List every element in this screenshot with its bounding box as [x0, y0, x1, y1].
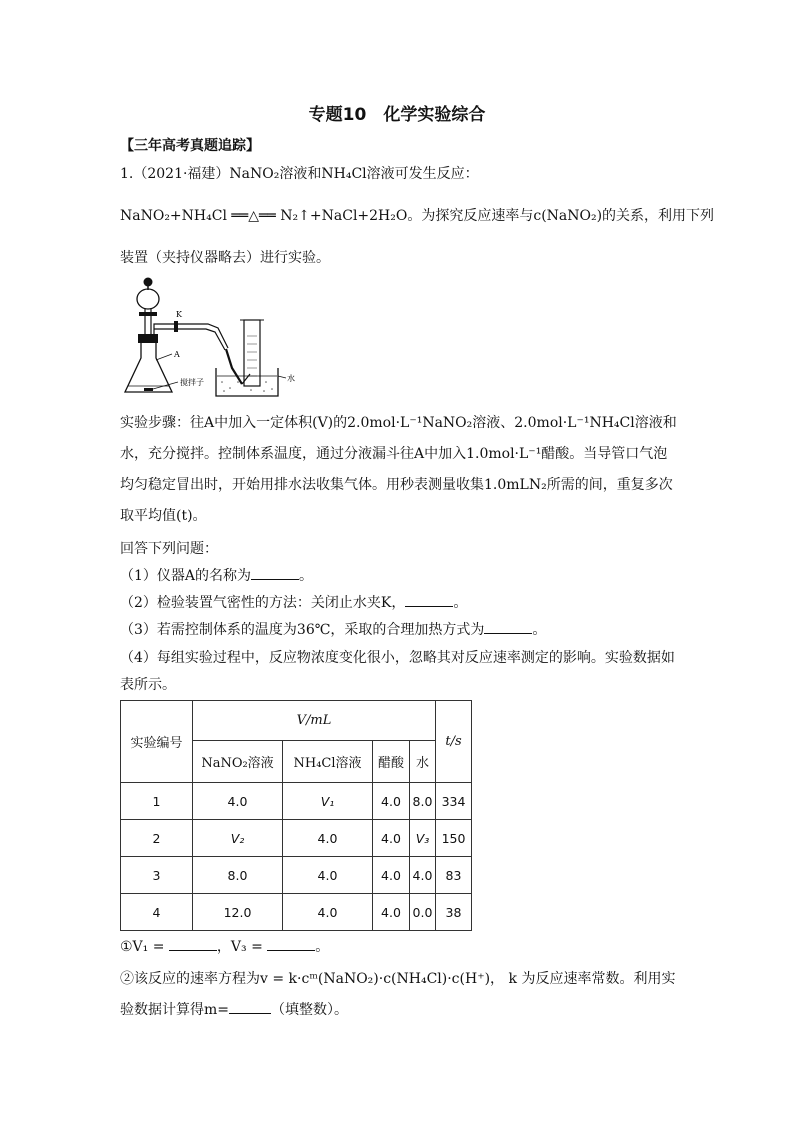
subheader-water: 水	[410, 741, 436, 783]
table-cell: 2	[121, 820, 193, 857]
steps-line-1: 实验步骤：往A中加入一定体积(V)的2.0mol·L⁻¹NaNO₂溶液、2.0mol·L⁻¹NH₄Cl溶液和	[120, 415, 677, 431]
sub-question-4-2: ②该反应的速率方程为v = k·cᵐ(NaNO₂)·c(NH₄Cl)·c(H⁺)， k 为反应速率常数。利用实	[120, 971, 676, 987]
steps-line-3: 均匀稳定冒出时，开始用排水法收集气体。用秒表测量收集1.0mLN₂所需的间，重复多次	[120, 477, 673, 493]
table-cell: 4	[121, 894, 193, 931]
page-title: 专题10 化学实验综合	[308, 105, 486, 125]
table-cell: 4.0	[193, 783, 283, 820]
sub-question-4-cont: 表所示。	[120, 677, 176, 693]
steps-line-4: 取平均值(t)。	[120, 508, 207, 524]
conical-flask-icon	[125, 343, 172, 392]
table-cell: 4.0	[373, 894, 410, 931]
answer-blank-m[interactable]	[229, 1001, 271, 1014]
clamp-k-icon	[174, 321, 178, 332]
sub-question-2: （2）检验装置气密性的方法：关闭止水夹K， 。	[120, 595, 468, 611]
apparatus-diagram	[120, 272, 300, 404]
table-cell: 8.0	[193, 857, 283, 894]
label-valve-k: K	[176, 310, 182, 319]
table-cell: 334	[436, 783, 472, 820]
table-cell: 4.0	[283, 894, 373, 931]
table-cell: 1	[121, 783, 193, 820]
table-cell: 4.0	[373, 783, 410, 820]
answer-blank-3[interactable]	[484, 621, 532, 634]
label-flask-a: A	[174, 350, 180, 359]
sub-question-3: （3）若需控制体系的温度为36℃，采取的合理加热方式为 。	[120, 622, 547, 638]
answer-blank-v3[interactable]	[267, 938, 315, 951]
header-volume: V/mL	[193, 701, 436, 741]
funnel-stopcock-icon	[139, 312, 157, 316]
sub-question-4-1: ①V₁ = ，V₃ = 。	[120, 939, 330, 955]
table-cell: V₁	[283, 783, 373, 820]
sub-question-1: （1）仪器A的名称为 。	[120, 568, 314, 584]
subheader-acetic-acid: 醋酸	[373, 741, 410, 783]
funnel-stopper-icon	[144, 278, 153, 287]
answer-blank-1[interactable]	[251, 567, 299, 580]
answer-prompt: 回答下列问题：	[120, 541, 218, 557]
header-exp-number: 实验编号	[121, 701, 193, 783]
table-cell: 83	[436, 857, 472, 894]
sub-question-4-2-cont: 验数据计算得m= （填整数）。	[120, 1002, 349, 1018]
steps-line-2: 水，充分搅拌。控制体系温度，通过分液漏斗往A中加入1.0mol·L⁻¹醋酸。当导管口气泡	[120, 446, 668, 462]
table-cell: 12.0	[193, 894, 283, 931]
flask-stopper-icon	[138, 334, 158, 343]
equation-continuation: 装置（夹持仪器略去）进行实验。	[120, 250, 330, 266]
reaction-equation: NaNO₂+NH₄Cl ══△══ N₂↑+NaCl+2H₂O。为探究反应速率与c(NaNO₂)的关系，利用下列	[120, 208, 715, 224]
table-cell: 150	[436, 820, 472, 857]
table-cell: 8.0	[410, 783, 436, 820]
answer-blank-v1[interactable]	[169, 938, 217, 951]
label-stirrer: 搅拌子	[180, 378, 204, 387]
table-cell: 0.0	[410, 894, 436, 931]
question-intro: 1.（2021·福建）NaNO₂溶液和NH₄Cl溶液可发生反应：	[120, 166, 479, 182]
table-cell: 4.0	[283, 820, 373, 857]
answer-blank-2[interactable]	[405, 594, 453, 607]
subheader-nano2: NaNO₂溶液	[193, 741, 283, 783]
dropping-funnel-icon	[137, 289, 159, 309]
table-cell: V₃	[410, 820, 436, 857]
water-trough-icon	[216, 368, 278, 396]
label-water: 水	[287, 374, 295, 383]
sub-question-4: （4）每组实验过程中，反应物浓度变化很小，忽略其对反应速率测定的影响。实验数据如	[120, 650, 675, 666]
table-cell: 4.0	[373, 857, 410, 894]
experiment-table	[120, 700, 472, 931]
table-cell: 4.0	[410, 857, 436, 894]
table-cell: 38	[436, 894, 472, 931]
header-time: t/s	[436, 701, 472, 783]
table-cell: V₂	[193, 820, 283, 857]
stir-bar-icon	[144, 388, 153, 391]
section-header: 【三年高考真题追踪】	[120, 138, 260, 154]
table-cell: 3	[121, 857, 193, 894]
table-cell: 4.0	[283, 857, 373, 894]
table-cell: 4.0	[373, 820, 410, 857]
subheader-nh4cl: NH₄Cl溶液	[283, 741, 373, 783]
